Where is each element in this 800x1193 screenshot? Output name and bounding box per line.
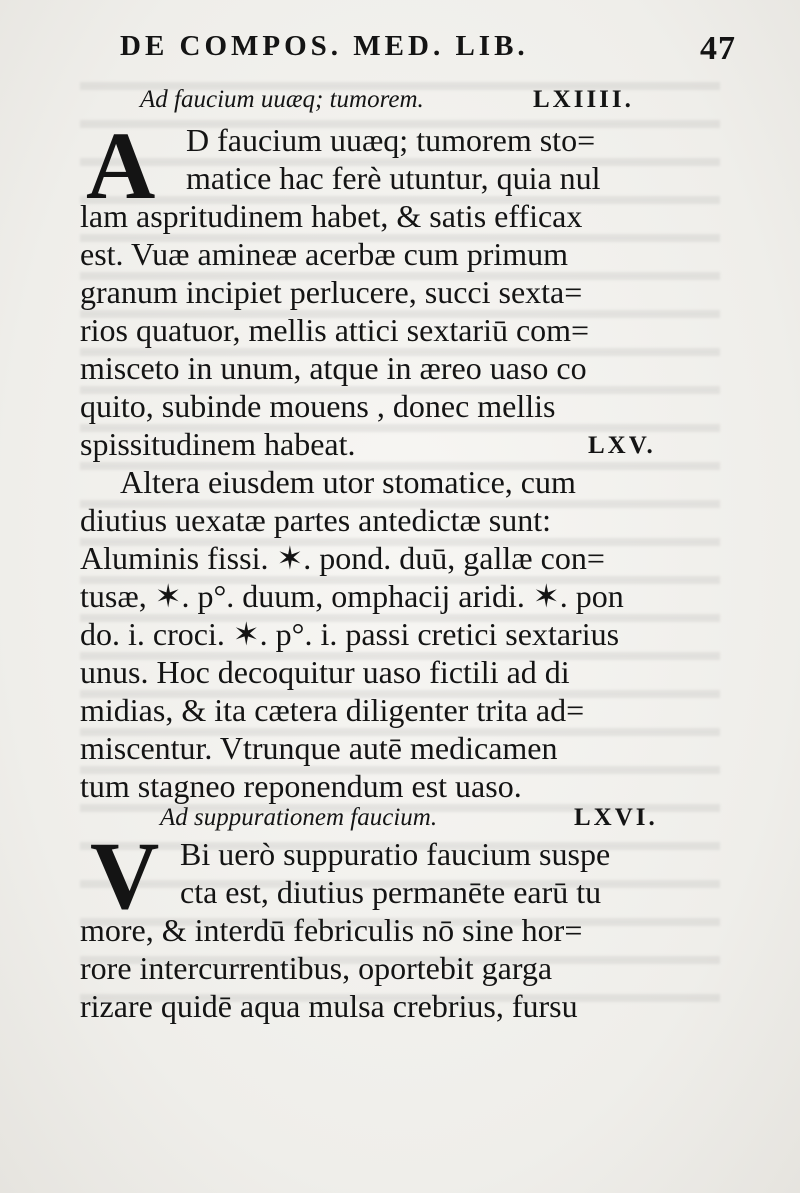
section-number: LXVI.	[574, 804, 658, 831]
section-number: LXV.	[588, 432, 656, 459]
text-line: tum stagneo reponendum est uaso.	[80, 768, 522, 804]
text-line: cta est, diutius permanēte earū tu	[180, 874, 602, 910]
text-line: D faucium uuæq; tumorem sto=	[186, 122, 596, 158]
text-line: midias, & ita cætera diligenter trita ad=	[80, 692, 585, 728]
text-line: est. Vuæ amineæ acerbæ cum primum	[80, 236, 569, 272]
text-line: rore intercurrentibus, oportebit garga	[80, 950, 553, 986]
text-line: more, & interdū febriculis nō sine hor=	[80, 912, 583, 948]
text-line: do. i. croci. ✶. p°. i. passi cretici sextarius	[80, 616, 620, 652]
text-line: rizare quidē aqua mulsa crebrius, fursu	[80, 988, 578, 1024]
text-line: granum incipiet perlucere, succi sexta=	[80, 274, 583, 310]
drop-cap: V	[90, 822, 160, 929]
text-line: Aluminis fissi. ✶. pond. duū, gallæ con=	[80, 540, 605, 576]
text-line: Altera eiusdem utor stomatice, cum	[120, 464, 576, 500]
text-line: diutius uexatæ partes antedictæ sunt:	[80, 502, 552, 538]
drop-cap: A	[86, 112, 156, 219]
section-heading: Ad faucium uuæq; tumorem.	[140, 86, 424, 113]
text-line: spissitudinem habeat.	[80, 426, 356, 462]
text-line: miscentur. Vtrunque autē medicamen	[80, 730, 558, 766]
text-line: lam aspritudinem habet, & satis efficax	[80, 198, 583, 234]
text-line: quito, subinde mouens , donec mellis	[80, 388, 556, 424]
text-line: Bi uerò suppuratio faucium suspe	[180, 836, 611, 872]
text-line: misceto in unum, atque in æreo uaso co	[80, 350, 587, 386]
section-heading: Ad suppurationem faucium.	[160, 804, 438, 831]
text-line: matice hac ferè utuntur, quia nul	[186, 160, 601, 196]
page-number: 47	[700, 30, 736, 67]
text-line: tusæ, ✶. p°. duum, omphacij aridi. ✶. pon	[80, 578, 624, 614]
section-number: LXIIII.	[533, 86, 634, 113]
running-head: DE COMPOS. MED. LIB.	[120, 30, 529, 62]
text-line: rios quatuor, mellis attici sextariū com=	[80, 312, 590, 348]
text-line: unus. Hoc decoquitur uaso fictili ad di	[80, 654, 570, 690]
